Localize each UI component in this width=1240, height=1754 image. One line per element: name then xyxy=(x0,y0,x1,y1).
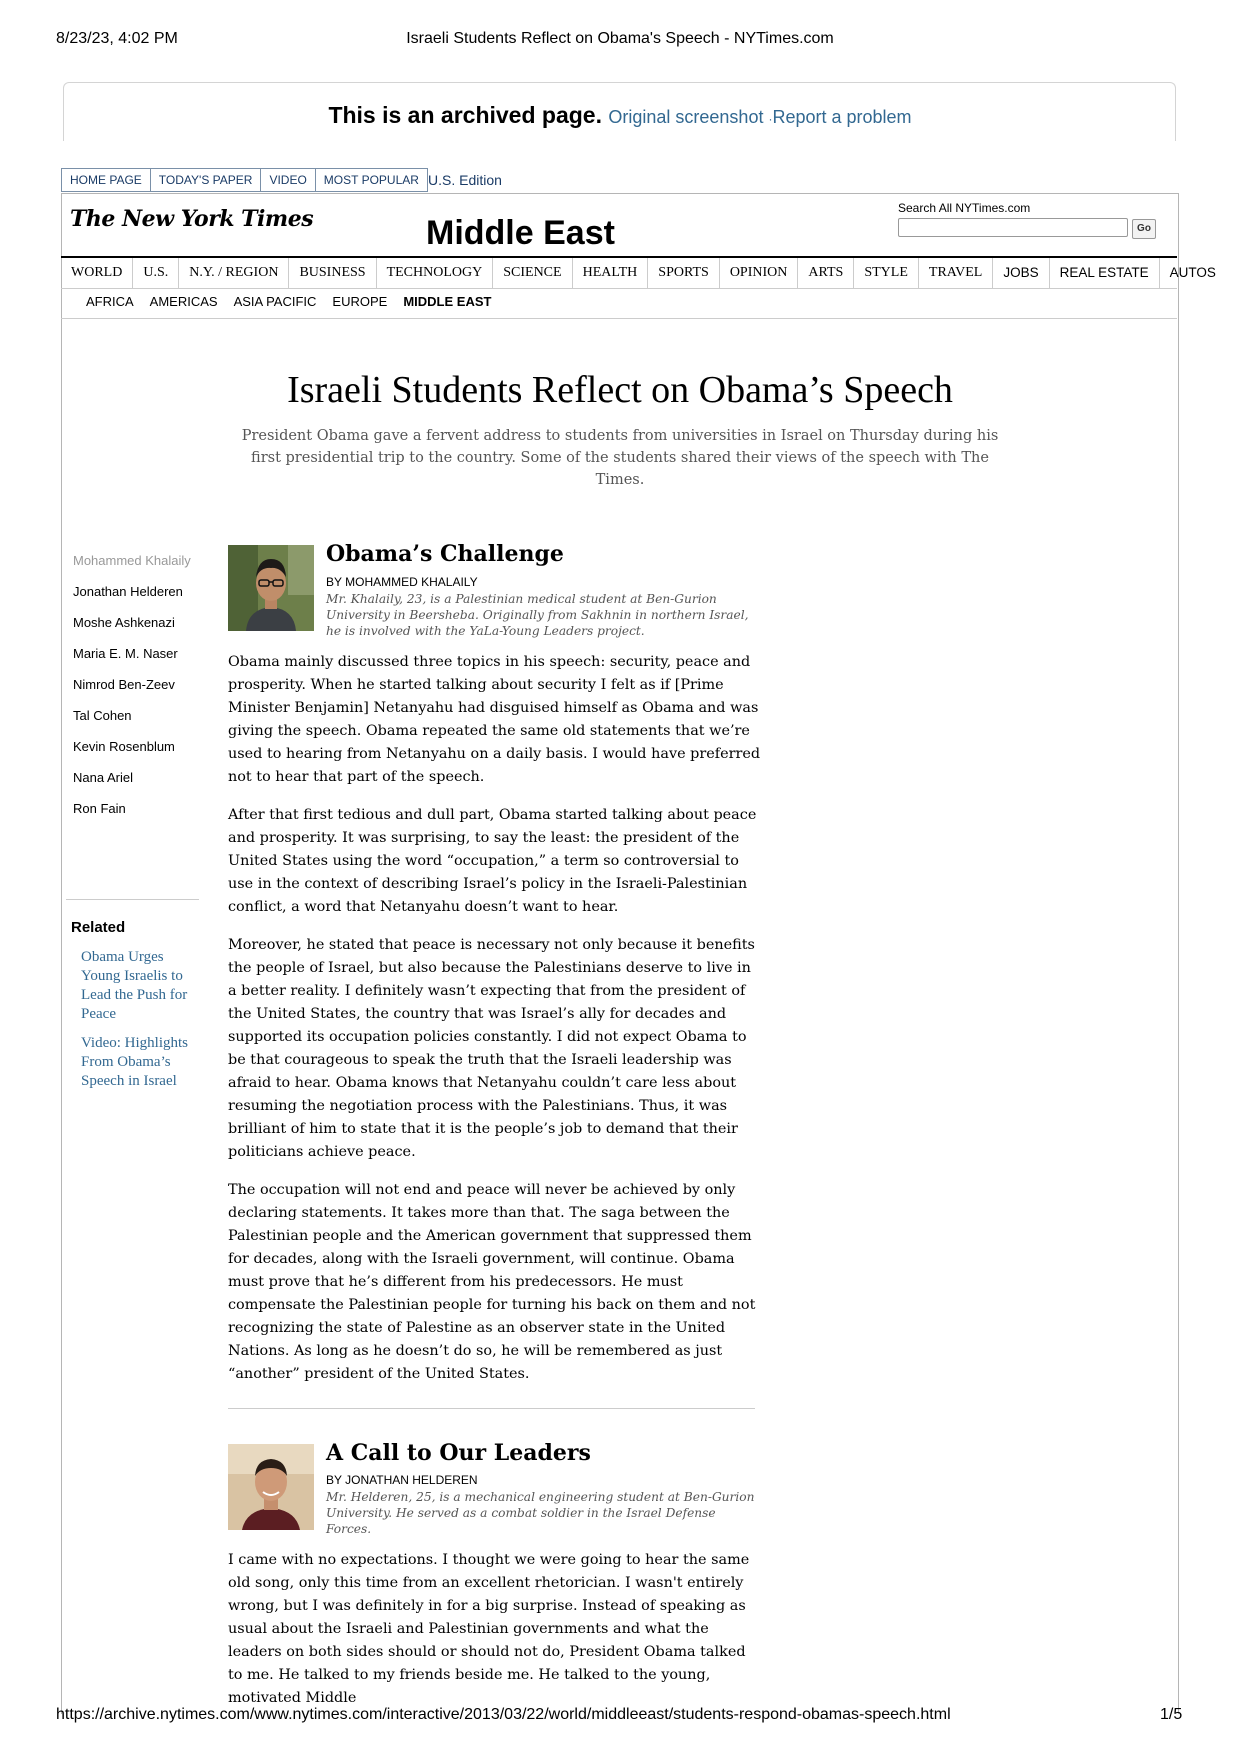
related-links xyxy=(81,948,205,1101)
nyt-logo[interactable]: The New York Times xyxy=(70,206,314,232)
section-nav-sports[interactable]: SPORTS xyxy=(648,258,720,288)
article-paragraph: After that first tedious and dull part, Obama started talking about peace and prosperity. It was surprising, to say the least: the president of the United States using the word “occupation,” a term so controversial to use in the context of describing Israel’s policy in the Israeli-Palestinian conflict, a word that Netanyahu doesn’t want to hear. xyxy=(228,807,757,915)
section-nav-u-s[interactable]: U.S. xyxy=(133,258,179,288)
archive-banner-text xyxy=(0,102,1240,129)
student-link[interactable]: Nana Ariel xyxy=(73,770,133,785)
article-body xyxy=(228,651,761,1401)
helderen-photo xyxy=(228,1444,314,1530)
section-nav-travel[interactable]: TRAVEL xyxy=(919,258,993,288)
khalaily-photo xyxy=(228,545,314,631)
edition-link[interactable]: U.S. Edition xyxy=(428,172,502,188)
section-nav-health[interactable]: HEALTH xyxy=(573,258,649,288)
print-date: 8/23/23, 4:02 PM xyxy=(56,30,178,47)
section-nav-business[interactable]: BUSINESS xyxy=(289,258,376,288)
student-link[interactable]: Maria E. M. Naser xyxy=(73,646,178,661)
article-byline: BY MOHAMMED KHALAILY xyxy=(326,575,478,589)
subnav-middle-east[interactable]: MIDDLE EAST xyxy=(403,294,492,309)
section-nav-n-y-region[interactable]: N.Y. / REGION xyxy=(179,258,289,288)
related-link[interactable]: Obama Urges Young Israelis to Lead the Push for Peace xyxy=(81,949,188,1022)
section-nav-science[interactable]: SCIENCE xyxy=(493,258,572,288)
subnav-divider xyxy=(61,318,1177,319)
article-paragraph: I came with no expectations. I thought we were going to hear the same old song, only this time from an excellent rhetorician. I wasn't entirely wrong, but I was definitely in for a big surprise. Instead of speaking as usual about the Israeli and Palestinian governments and what the leaders on both sides should or should not do, President Obama talked to me. He talked to my friends beside me. He talked to the young, motivated Middle xyxy=(228,1552,750,1706)
link-separator: · xyxy=(768,112,773,126)
student-link[interactable]: Jonathan Helderen xyxy=(73,584,183,599)
section-nav-real-estate[interactable]: REAL ESTATE xyxy=(1050,258,1160,288)
archive-notice: This is an archived page. xyxy=(328,102,602,128)
section-nav-style[interactable]: STYLE xyxy=(854,258,919,288)
print-page-number: 1/5 xyxy=(1160,1706,1183,1723)
article-author-bio: Mr. Khalaily, 23, is a Palestinian medical student at Ben-Gurion University in Beersheba. Originally from Sakhnin in northern Israel, he is involved with the YaLa-Young Leaders project. xyxy=(326,592,749,638)
search-label: Search All NYTimes.com xyxy=(898,201,1031,215)
section-nav xyxy=(61,256,1216,289)
section-nav-arts[interactable]: ARTS xyxy=(798,258,854,288)
print-url: https://archive.nytimes.com/www.nytimes.com/interactive/2013/03/22/world/middleeast/students-respond-obamas-speech.html xyxy=(56,1706,951,1723)
subnav-africa[interactable]: AFRICA xyxy=(86,294,134,309)
article-paragraph: Obama mainly discussed three topics in his speech: security, peace and prosperity. When he started talking about security I felt as if [Prime Minister Benjamin] Netanyahu had disguised himself as Obama and was giving the speech. Obama repeated the same old statements that we’re used to hearing from Netanyahu on a daily basis. I would have preferred not to hear that part of the speech. xyxy=(228,654,761,785)
subnav-asia-pacific[interactable]: ASIA PACIFIC xyxy=(233,294,317,309)
report-problem-link[interactable]: Report a problem xyxy=(772,107,912,127)
article-title: A Call to Our Leaders xyxy=(326,1440,591,1466)
page-headline: Israeli Students Reflect on Obama’s Speech xyxy=(287,369,953,411)
section-nav-jobs[interactable]: JOBS xyxy=(993,258,1049,288)
student-link[interactable]: Kevin Rosenblum xyxy=(73,739,175,754)
nav-most-popular[interactable]: MOST POPULAR xyxy=(315,168,428,192)
subnav-europe[interactable]: EUROPE xyxy=(332,294,388,309)
student-link[interactable]: Mohammed Khalaily xyxy=(73,553,191,568)
original-screenshot-link[interactable]: Original screenshot xyxy=(608,107,764,127)
subnav-americas[interactable]: AMERICAS xyxy=(149,294,218,309)
sidebar-divider xyxy=(66,899,199,900)
related-link[interactable]: Video: Highlights From Obama’s Speech in Israel xyxy=(81,1035,189,1089)
related-heading: Related xyxy=(71,919,126,936)
student-link[interactable]: Ron Fain xyxy=(73,801,126,816)
print-page-title: Israeli Students Reflect on Obama's Speech - NYTimes.com xyxy=(406,30,834,47)
article-paragraph: The occupation will not end and peace will never be achieved by only declaring statements. It takes more than that. The saga between the Palestinian people and the American government that suppressed them for decades, along with the Israeli government, will continue. Obama must prove that he’s different from his predecessors. He must compensate the Palestinian people for turning his back on them and not recognizing the state of Palestine as an observer state in the United Nations. As long as he doesn’t do so, he will be remembered as just “another” president of the United States. xyxy=(228,1182,756,1382)
search-input[interactable] xyxy=(898,218,1128,237)
nav-video[interactable]: VIDEO xyxy=(260,168,315,192)
student-link[interactable]: Tal Cohen xyxy=(73,708,132,723)
top-nav xyxy=(61,168,427,192)
student-link[interactable]: Moshe Ashkenazi xyxy=(73,615,175,630)
section-nav-autos[interactable]: AUTOS xyxy=(1169,265,1216,280)
student-link[interactable]: Nimrod Ben-Zeev xyxy=(73,677,175,692)
student-list xyxy=(73,552,203,831)
section-nav-world[interactable]: WORLD xyxy=(61,258,133,288)
article-body xyxy=(228,1549,761,1725)
article-paragraph: Moreover, he stated that peace is necessary not only because it benefits the people of Israel, but also because the Palestinians deserve to live in a better reality. I definitely wasn’t expecting that from the president of the United States, the country that was Israel’s ally for decades and supported its occupation policies constantly. I did not expect Obama to be that courageous to speak the truth that the Israeli leadership was afraid to hear. Obama knows that Netanyahu couldn’t care less about resuming the negotiation process with the Palestinians. Thus, it was brilliant of him to state that it is the people’s job to demand that their politicians achieve peace. xyxy=(228,937,755,1160)
search-go-button[interactable]: Go xyxy=(1132,219,1156,239)
nav-todays-paper[interactable]: TODAY'S PAPER xyxy=(150,168,262,192)
article-author-bio: Mr. Helderen, 25, is a mechanical engineering student at Ben-Gurion University. He served as a combat soldier in the Israel Defense Forces. xyxy=(326,1490,755,1536)
section-title: Middle East xyxy=(426,214,615,252)
article-title: Obama’s Challenge xyxy=(326,541,564,567)
nav-home-page[interactable]: HOME PAGE xyxy=(61,168,151,192)
sub-nav xyxy=(86,294,491,309)
page-summary: President Obama gave a fervent address to students from universities in Israel on Thursday during his first presidential trip to the country. Some of the students shared their views of the speech with The Times. xyxy=(241,428,999,488)
section-nav-technology[interactable]: TECHNOLOGY xyxy=(377,258,494,288)
article-byline: BY JONATHAN HELDEREN xyxy=(326,1473,478,1487)
section-nav-opinion[interactable]: OPINION xyxy=(720,258,799,288)
article-divider xyxy=(228,1408,755,1409)
